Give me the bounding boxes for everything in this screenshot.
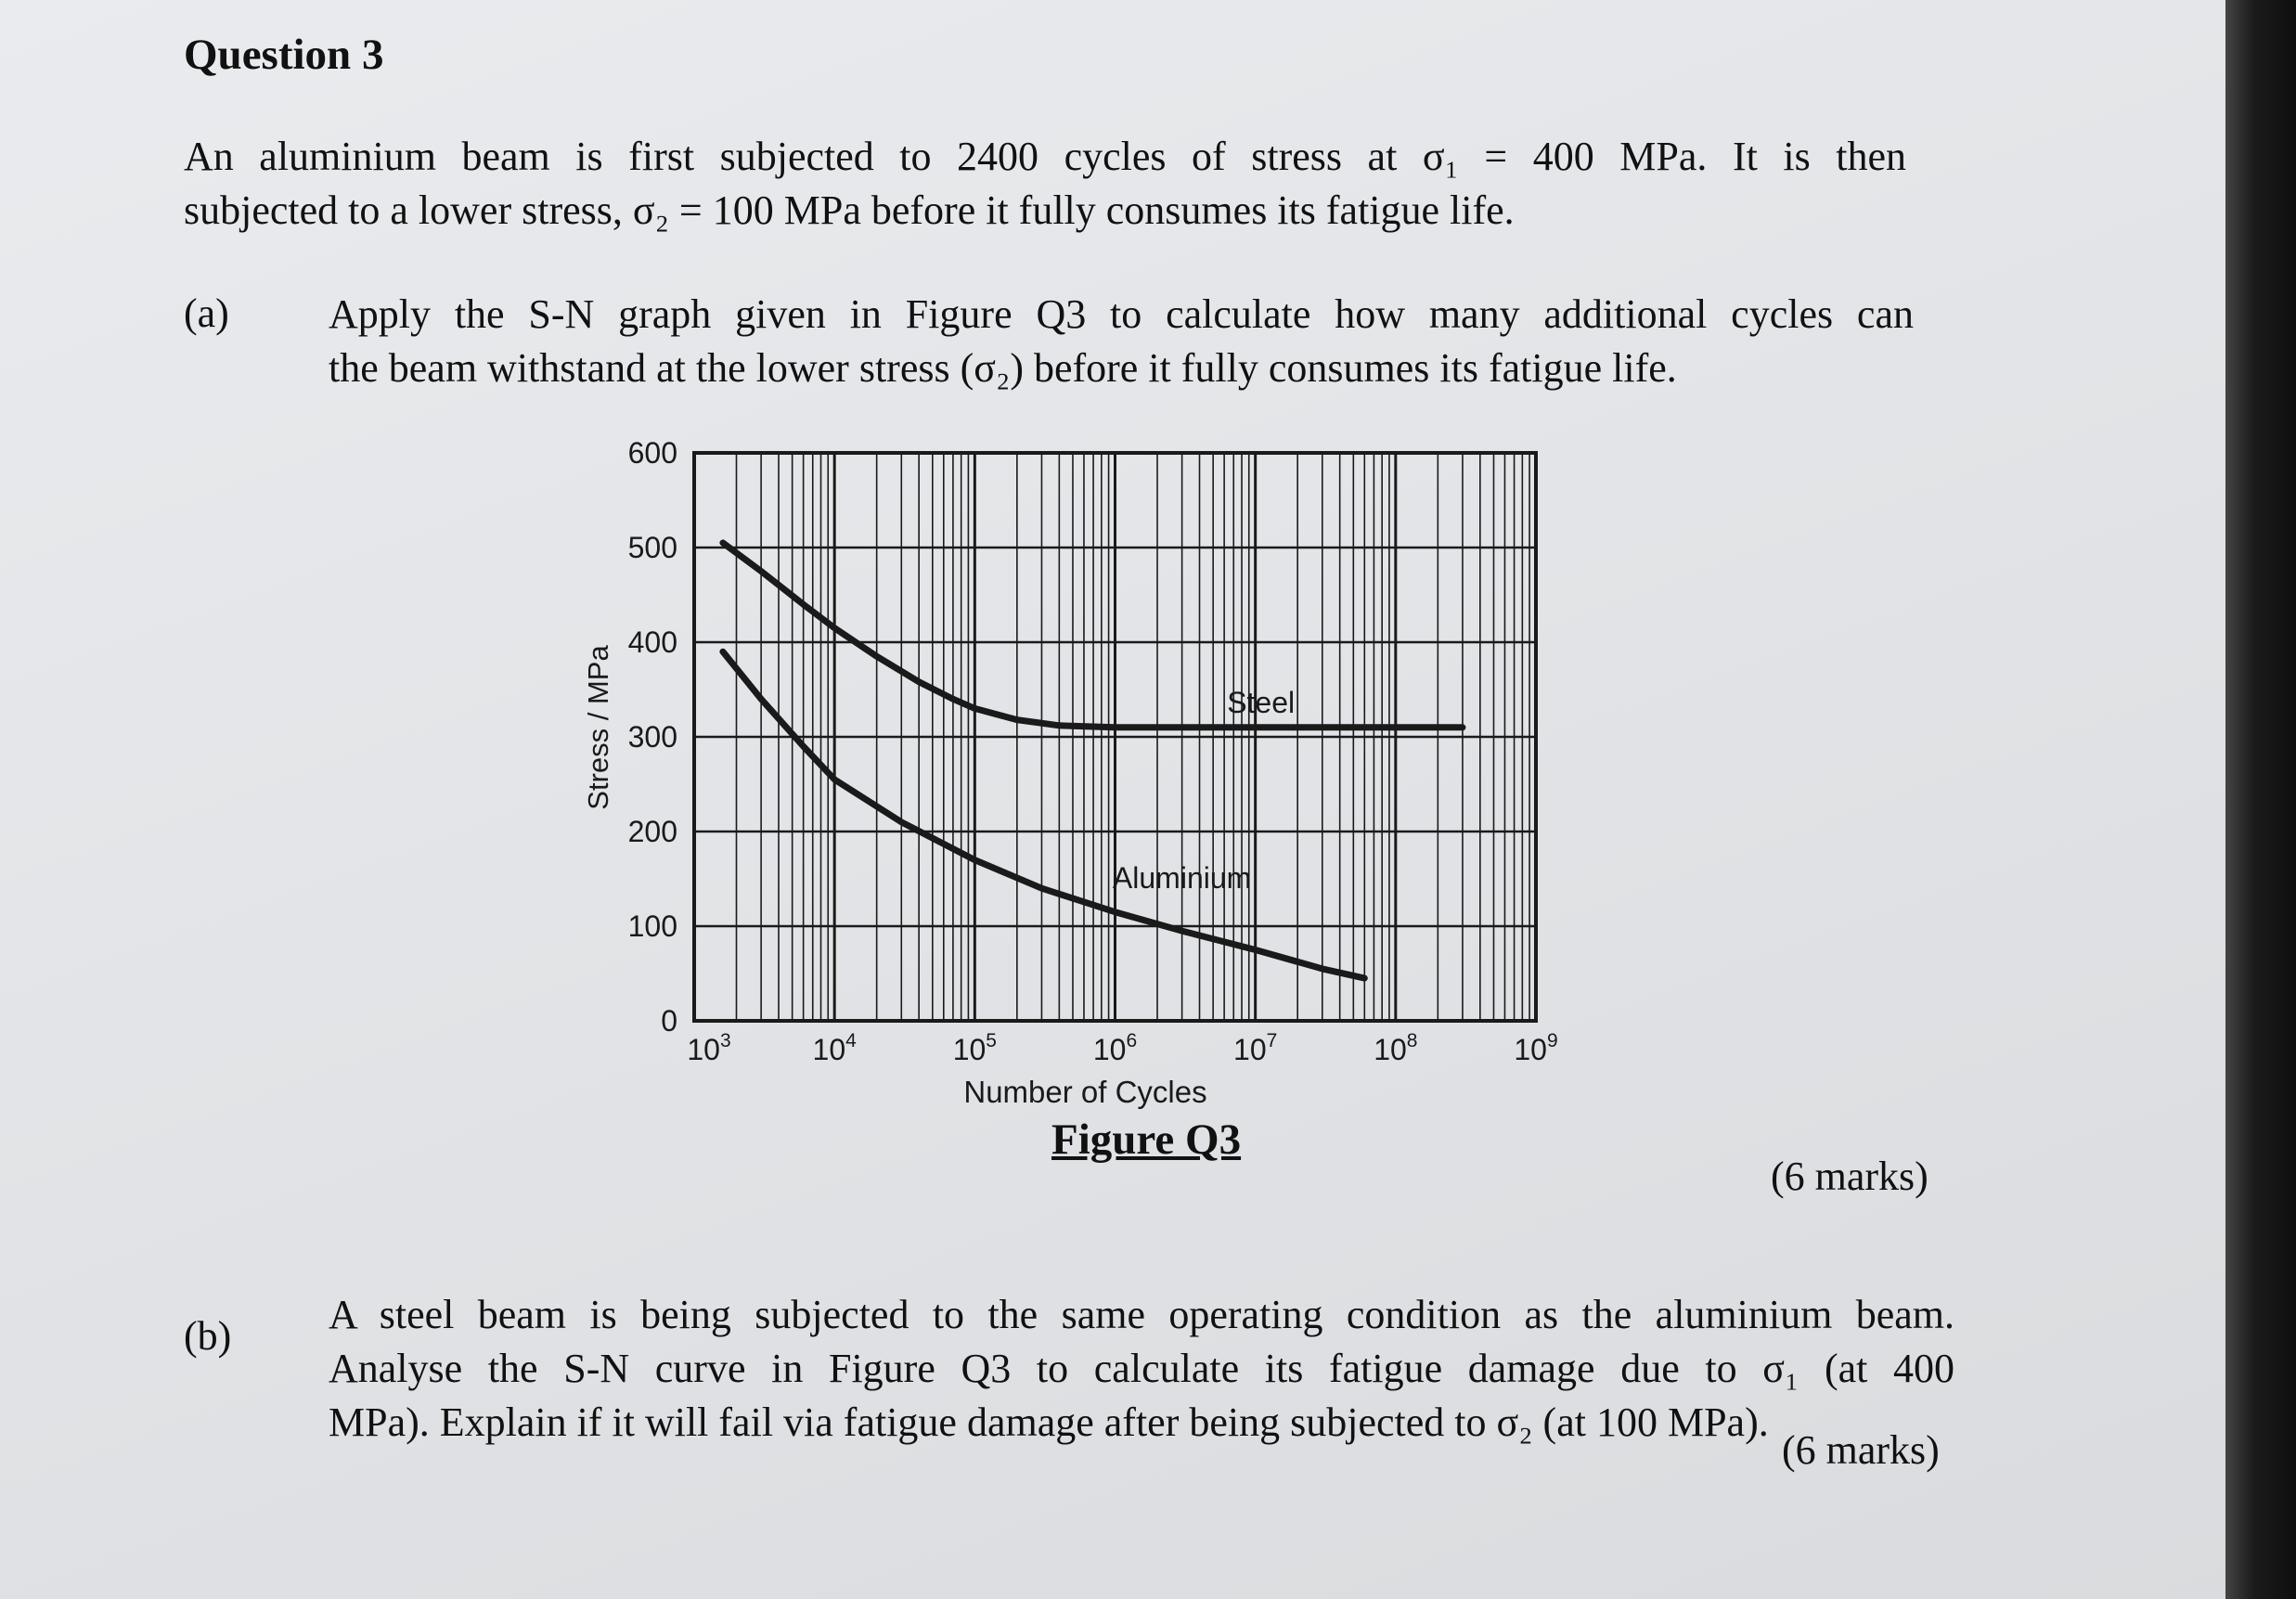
part-a-line: Apply the S-N graph given in Figure Q3 to calculate how many additional cycles can — [329, 291, 1914, 337]
question-heading: Question 3 — [184, 31, 384, 79]
series-label-aluminium: Aluminium — [1112, 861, 1252, 896]
x-tick-label: $10^3$ — [687, 1030, 731, 1066]
part-a-label: (a) — [184, 290, 229, 336]
part-a-marks: (6 marks) — [1771, 1154, 1928, 1199]
y-tick-label: 100 — [627, 909, 677, 943]
intro-line: An aluminium beam is first subjected to 2400 cycles of stress at σ₁ = 400 MPa. It is then — [184, 134, 1906, 179]
figure-caption: Figure Q3 — [1051, 1115, 1242, 1164]
part-b-text — [329, 1288, 1954, 1450]
x-tick-label: $10^4$ — [812, 1030, 857, 1066]
y-tick-label: 200 — [627, 815, 677, 848]
y-axis-title: Stress / MPa — [582, 645, 614, 810]
y-tick-label: 400 — [627, 625, 677, 659]
part-b-line: Analyse the S-N curve in Figure Q3 to calculate its fatigue damage due to σ₁ (at 400 — [329, 1346, 1954, 1391]
part-b-marks: (6 marks) — [1782, 1427, 1940, 1473]
x-tick-label: $10^6$ — [1092, 1030, 1138, 1066]
x-tick-label: $10^9$ — [1514, 1030, 1558, 1066]
part-b-line: A steel beam is being subjected to the same operating condition as the aluminium beam. — [329, 1292, 1954, 1337]
part-b-line: MPa). Explain if it will fail via fatigue damage after being subjected to σ₂ (at 100 MPa). — [329, 1399, 1769, 1445]
part-b-label: (b) — [184, 1313, 232, 1359]
x-axis-title: Number of Cycles — [963, 1075, 1207, 1109]
y-tick-label: 500 — [627, 531, 677, 564]
y-tick-label: 300 — [627, 720, 677, 754]
part-a-line: the beam withstand at the lower stress (σ₂) before it fully consumes its fatigue life. — [329, 345, 1677, 391]
series-label-steel: Steel — [1227, 685, 1296, 719]
y-tick-label: 600 — [627, 436, 677, 470]
x-tick-label: $10^5$ — [952, 1030, 997, 1066]
x-tick-label: $10^7$ — [1233, 1030, 1278, 1066]
y-tick-label: 0 — [661, 1004, 677, 1038]
intro-line: subjected to a lower stress, σ₂ = 100 MPa before it fully consumes its fatigue life. — [184, 187, 1515, 233]
x-tick-label: $10^8$ — [1374, 1030, 1418, 1066]
